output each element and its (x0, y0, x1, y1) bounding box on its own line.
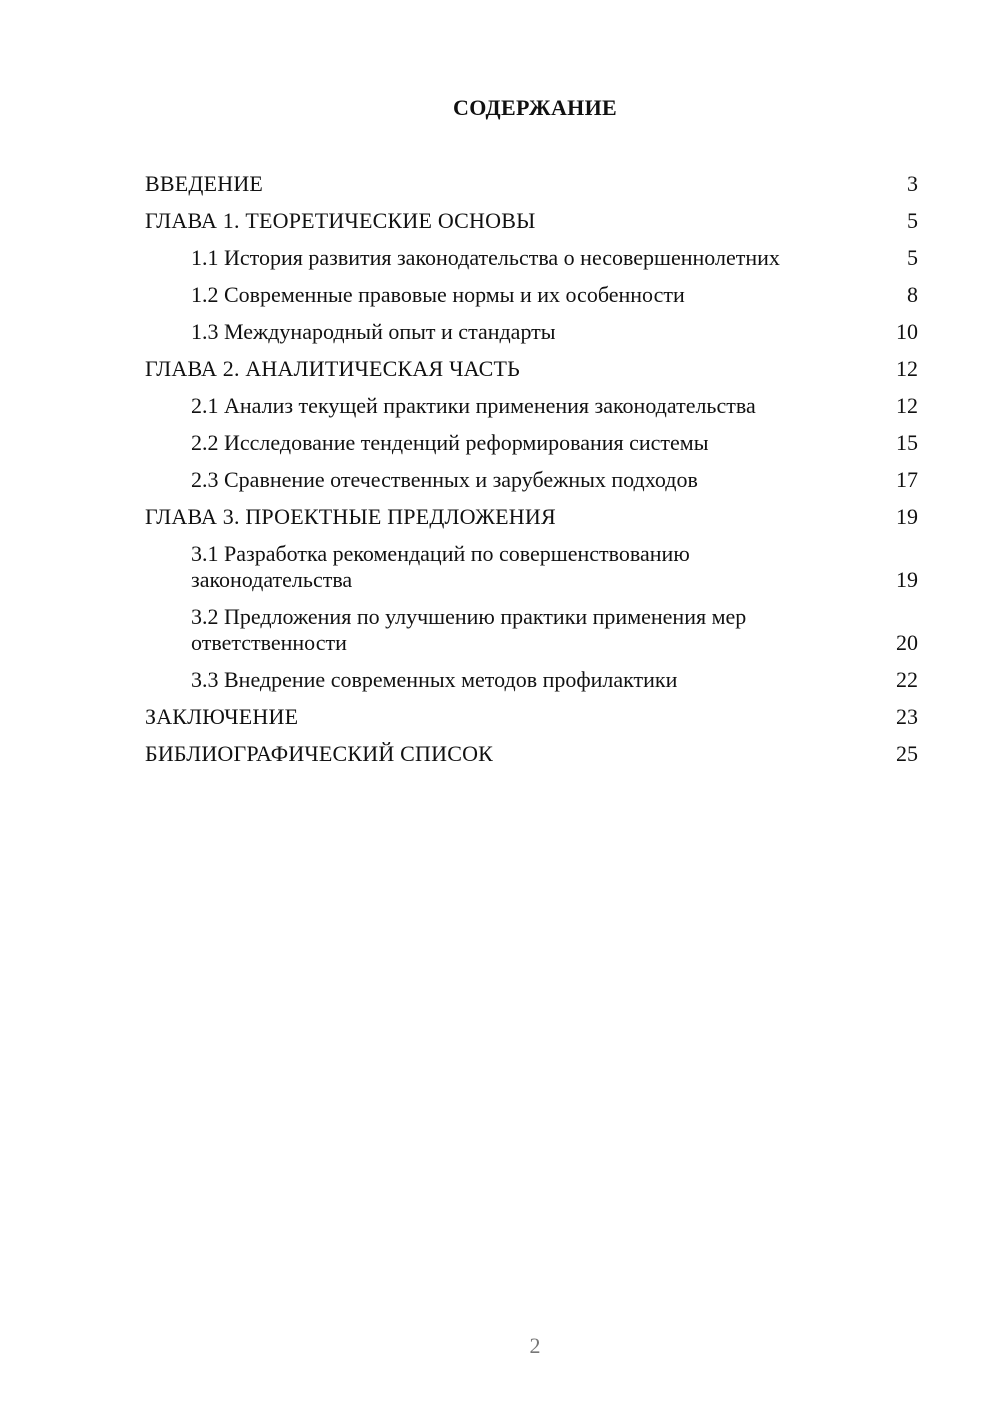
toc-entry-label: ГЛАВА 3. ПРОЕКТНЫЕ ПРЕДЛОЖЕНИЯ (145, 504, 556, 529)
toc-entry-chapter-3[interactable] (145, 504, 918, 530)
toc-entry-label: ГЛАВА 1. ТЕОРЕТИЧЕСКИЕ ОСНОВЫ (145, 208, 536, 233)
toc-entry-label: ЗАКЛЮЧЕНИЕ (145, 704, 299, 729)
toc-entry-page-number: 12 (896, 393, 918, 418)
toc-entry-page-number: 3 (907, 171, 918, 196)
toc-entry-section-1-2[interactable] (145, 282, 918, 308)
toc-entry-section-1-1[interactable] (145, 245, 918, 271)
toc-entry-page-number: 15 (896, 430, 918, 455)
table-of-contents (145, 171, 918, 778)
toc-entry-label: 3.1 Разработка рекомендаций по совершенствованию законодательства (191, 541, 690, 592)
toc-entry-page-number: 23 (896, 704, 918, 729)
toc-entry-page-number: 25 (896, 741, 918, 766)
toc-entry-label: 1.2 Современные правовые нормы и их особенности (191, 282, 685, 307)
toc-entry-section-2-1[interactable] (145, 393, 918, 419)
toc-entry-label: 1.3 Международный опыт и стандарты (191, 319, 556, 344)
toc-entry-label: 2.1 Анализ текущей практики применения законодательства (191, 393, 756, 418)
page-number: 2 (529, 1333, 541, 1358)
toc-entry-page-number: 8 (907, 282, 918, 307)
toc-entry-page-number: 10 (896, 319, 918, 344)
toc-entry-bibliography[interactable] (145, 741, 918, 767)
toc-entry-page-number: 5 (907, 208, 918, 233)
toc-entry-section-3-1[interactable] (145, 541, 918, 593)
toc-entry-conclusion[interactable] (145, 704, 918, 730)
toc-entry-page-number: 5 (907, 245, 918, 270)
toc-entry-page-number: 19 (896, 504, 918, 529)
toc-entry-introduction[interactable] (145, 171, 918, 197)
toc-title: СОДЕРЖАНИЕ (453, 95, 617, 120)
toc-entry-page-number: 20 (896, 630, 918, 655)
toc-entry-section-1-3[interactable] (145, 319, 918, 345)
toc-entry-section-3-2[interactable] (145, 604, 918, 656)
toc-entry-label: 2.3 Сравнение отечественных и зарубежных подходов (191, 467, 698, 492)
toc-entry-label: 3.3 Внедрение современных методов профилактики (191, 667, 678, 692)
toc-entry-label: ГЛАВА 2. АНАЛИТИЧЕСКАЯ ЧАСТЬ (145, 356, 520, 381)
toc-entry-label: 2.2 Исследование тенденций реформирования системы (191, 430, 709, 455)
toc-entry-page-number: 12 (896, 356, 918, 381)
toc-entry-label: 1.1 История развития законодательства о несовершеннолетних (191, 245, 780, 270)
toc-entry-chapter-2[interactable] (145, 356, 918, 382)
toc-entry-page-number: 22 (896, 667, 918, 692)
toc-entry-chapter-1[interactable] (145, 208, 918, 234)
toc-entry-section-2-2[interactable] (145, 430, 918, 456)
toc-entry-label: 3.2 Предложения по улучшению практики применения мер ответственности (191, 604, 747, 655)
toc-entry-page-number: 19 (896, 567, 918, 592)
toc-entry-label: ВВЕДЕНИЕ (145, 171, 264, 196)
toc-entry-page-number: 17 (896, 467, 918, 492)
toc-entry-label: БИБЛИОГРАФИЧЕСКИЙ СПИСОК (145, 741, 494, 766)
toc-entry-section-2-3[interactable] (145, 467, 918, 493)
toc-entry-section-3-3[interactable] (145, 667, 918, 693)
